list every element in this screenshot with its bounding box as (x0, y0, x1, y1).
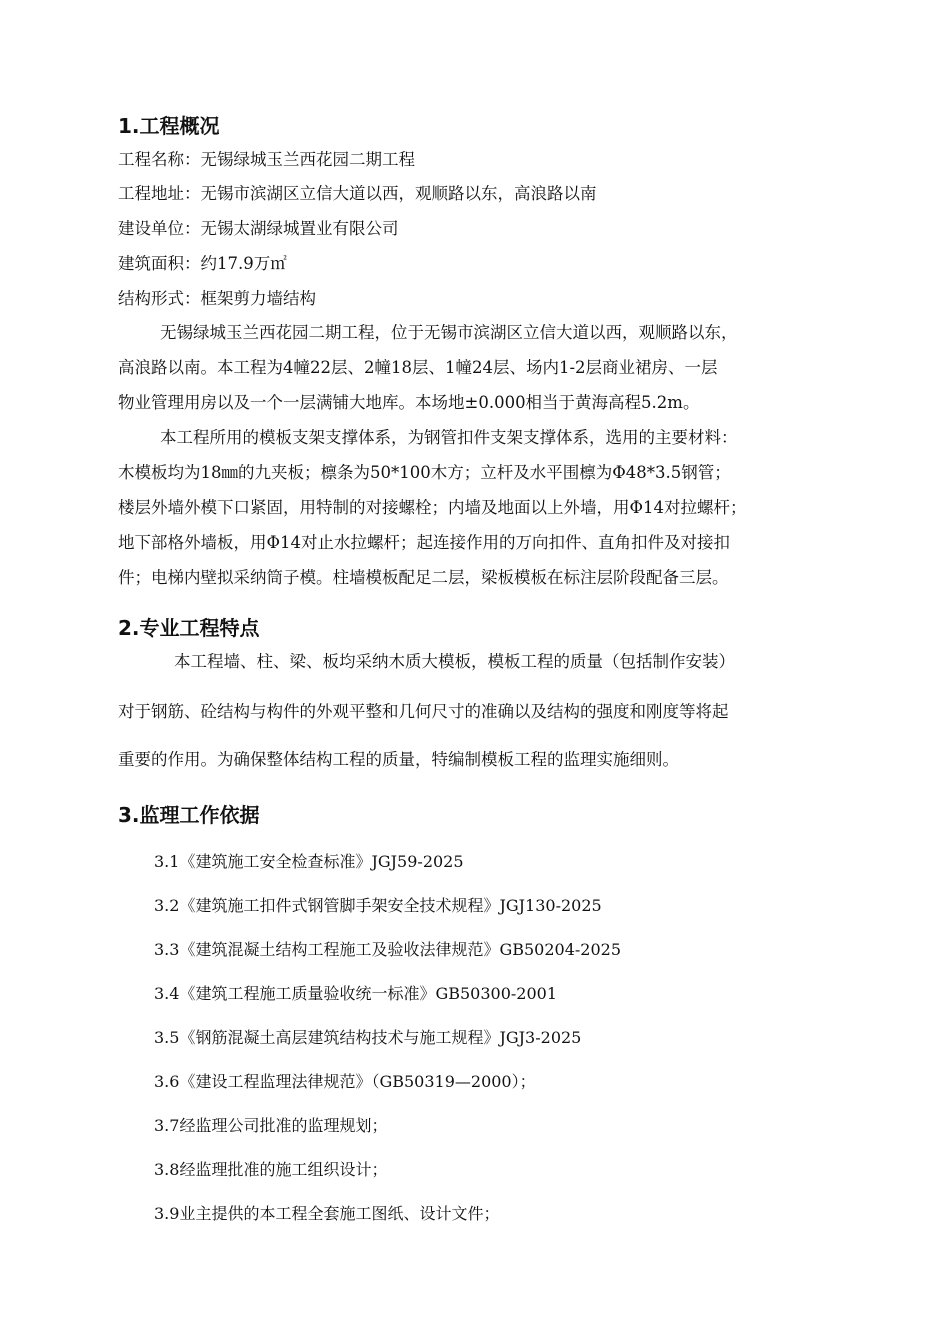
reference-item: 3.4《建筑工程施工质量验收统一标准》GB50300-2001 (154, 984, 558, 1003)
overview-paragraph-line: 高浪路以南。本工程为4幢22层、2幢18层、1幢24层、场内1-2层商业裙房、一层 (118, 358, 718, 377)
formwork-paragraph-line: 件；电梯内壁拟采纳筒子模。柱墙模板配足二层，梁板模板在标注层阶段配备三层。 (118, 568, 729, 587)
reference-item: 3.3《建筑混凝土结构工程施工及验收法律规范》GB50204-2025 (154, 940, 622, 959)
formwork-paragraph-line: 楼层外墙外模下口紧固，用特制的对接螺栓；内墙及地面以上外墙，用Φ14对拉螺杆； (118, 498, 747, 517)
overview-paragraph-line: 无锡绿城玉兰西花园二期工程，位于无锡市滨湖区立信大道以西，观顺路以东， (160, 323, 738, 342)
reference-item: 3.1《建筑施工安全检查标准》JGJ59-2025 (154, 852, 464, 871)
floor-area-line: 建筑面积：约17.9万㎡ (118, 254, 287, 273)
client-line: 建设单位：无锡太湖绿城置业有限公司 (118, 219, 399, 238)
reference-item: 3.6《建设工程监理法律规范》（GB50319—2000）； (154, 1072, 536, 1091)
section-3-heading: 3.监理工作依据 (118, 803, 260, 827)
reference-item: 3.2《建筑施工扣件式钢管脚手架安全技术规程》JGJ130-2025 (154, 896, 602, 915)
reference-item: 3.8经监理批准的施工组织设计； (154, 1160, 388, 1179)
formwork-paragraph-line: 本工程所用的模板支架支撑体系，为钢管扣件支架支撑体系，选用的主要材料： (160, 428, 738, 447)
overview-paragraph-line: 物业管理用房以及一个一层满铺大地库。本场地±0.000相当于黄海高程5.2m。 (118, 393, 700, 412)
reference-item: 3.9业主提供的本工程全套施工图纸、设计文件； (154, 1204, 500, 1223)
section-1-heading: 1.工程概况 (118, 114, 220, 138)
features-paragraph-line: 本工程墙、柱、梁、板均采纳木质大模板，模板工程的质量（包括制作安装） (174, 652, 735, 671)
formwork-paragraph-line: 地下部格外墙板，用Φ14对止水拉螺杆；起连接作用的万向扣件、直角扣件及对接扣 (118, 533, 731, 552)
project-address-line: 工程地址：无锡市滨湖区立信大道以西，观顺路以东，高浪路以南 (118, 184, 597, 203)
section-2-heading: 2.专业工程特点 (118, 616, 260, 640)
features-paragraph-line: 重要的作用。为确保整体结构工程的质量，特编制模板工程的监理实施细则。 (118, 750, 679, 769)
reference-item: 3.7经监理公司批准的监理规划； (154, 1116, 388, 1135)
reference-item: 3.5《钢筋混凝土高层建筑结构技术与施工规程》JGJ3-2025 (154, 1028, 582, 1047)
structure-type-line: 结构形式：框架剪力墙结构 (118, 289, 316, 308)
formwork-paragraph-line: 木模板均为18㎜的九夹板；檩条为50*100木方；立杆及水平围檩为Φ48*3.5钢管； (118, 463, 731, 482)
features-paragraph-line: 对于钢筋、砼结构与构件的外观平整和几何尺寸的准确以及结构的强度和刚度等将起 (118, 702, 729, 721)
project-name-line: 工程名称：无锡绿城玉兰西花园二期工程 (118, 150, 415, 169)
